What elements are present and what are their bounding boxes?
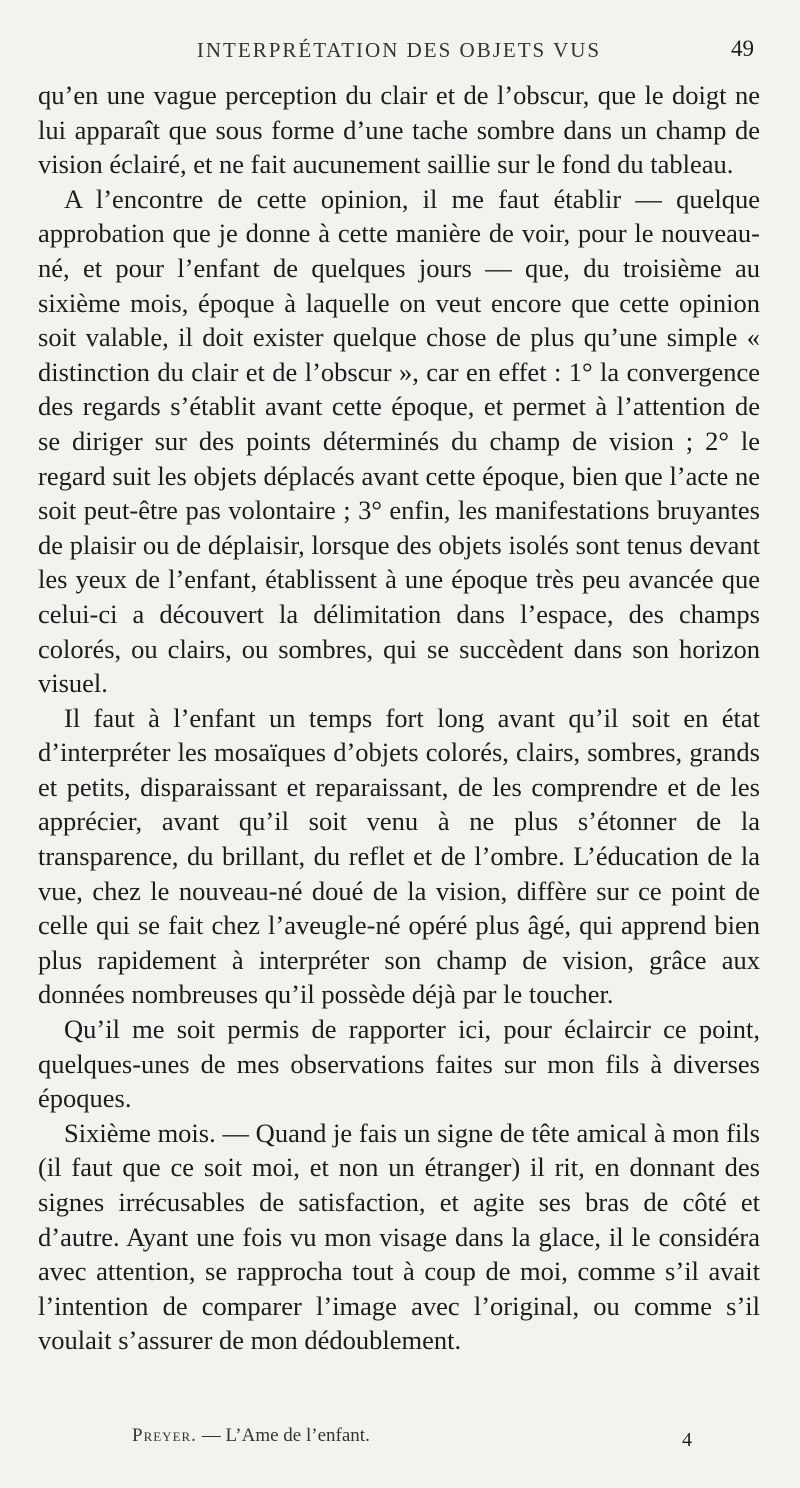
body-text <box>38 78 760 1358</box>
footer-author: Preyer. <box>132 1425 197 1446</box>
paragraph: qu’en une vague perception du clair et de l’obscur, que le doigt ne lui apparaît que sous forme d’une tache sombre dans un champ de vision éclairé, et ne fait aucunement saillie sur le fond du tableau. <box>38 80 760 180</box>
footer-line <box>132 1425 700 1447</box>
paragraph: Il faut à l’enfant un temps fort long avant qu’il soit en état d’interpréter les mosaïques d’objets colorés, clairs, sombres, grands et petits, disparaissant et reparaissant, de les comprendre et de les apprécier, avant qu’il soit venu à ne plus s’étonner de la transparence, du brillant, du reflet et de l’ombre. L’éducation de la vue, chez le nouveau-né doué de la vision, diffère sur ce point de celle qui se fait chez l’aveugle-né opéré plus âgé, qui apprend bien plus rapidement à interpréter son champ de vision, grâce aux données nombreuses qu’il possède déjà par le toucher. <box>38 702 760 1010</box>
running-title: INTERPRÉTATION DES OBJETS VUS <box>196 38 602 62</box>
signature-mark: 4 <box>682 1429 692 1451</box>
page-number: 49 <box>731 36 754 61</box>
paragraph: Sixième mois. — Quand je fais un signe de tête amical à mon fils (il faut que ce soit moi, et non un étranger) il rit, en donnant des signes irrécusables de satisfaction, et agite ses bras de côté et d’autre. Ayant une fois vu mon visage dans la glace, il le considéra avec attention, se rapprocha tout à coup de moi, comme s’il avait l’intention de comparer l’image avec l’original, ou comme s’il voulait s’assurer de mon dédoublement. <box>38 1117 760 1356</box>
paragraph: A l’encontre de cette opinion, il me faut établir — quelque approbation que je donne à cette manière de voir, pour le nouveau-né, et pour l’enfant de quelques jours — que, du troisième au sixième mois, époque à laquelle on veut encore que cette opinion soit valable, il doit exister quelque chose de plus qu’une simple « distinction du clair et de l’obscur », car en effet : 1° la convergence des regards s’établit avant cette époque, et permet à l’attention de se diriger sur des points déterminés du champ de vision ; 2° le regard suit les objets déplacés avant cette époque, bien que l’acte ne soit peut-être pas volontaire ; 3° enfin, les manifestations bruyantes de plaisir ou de déplaisir, lorsque des objets isolés sont tenus devant les yeux de l’enfant, établissent à une époque très peu avancée que celui-ci a découvert la délimitation dans l’espace, des champs colorés, ou clairs, ou sombres, qui se succèdent dans son horizon visuel. <box>38 183 760 699</box>
running-head <box>38 38 760 78</box>
footer-work-title: L’Ame de l’enfant. <box>225 1425 370 1446</box>
footer-dash: — <box>196 1425 226 1446</box>
paragraph: Qu’il me soit permis de rapporter ici, pour éclaircir ce point, quelques-unes de mes observations faites sur mon fils à diverses époques. <box>38 1014 760 1114</box>
